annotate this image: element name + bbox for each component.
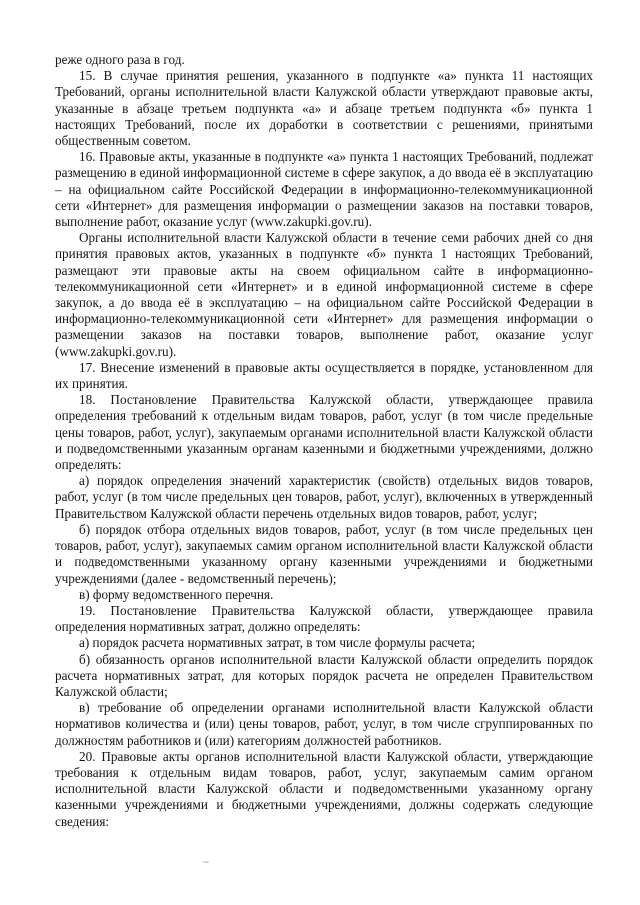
paragraph-20: 20. Правовые акты органов исполнительной власти Калужской области, утверждающие требования к отдельным видам товаров, работ, услуг, закупаемым самим органом исполнительной власти Калужской области и подведомственными указанному органу казенными учреждениями и бюджетными учреждениями, должны содержать следующие сведения: [55,748,593,829]
paragraph-18-item-b: б) порядок отбора отдельных видов товаров, работ, услуг (в том числе предельных цен товаров, работ, услуг), закупаемых самим органом исполнительной власти Калужской области и подведомственными указанному органу казенными учреждениями и бюджетными учреждениями (далее - ведомственный перечень); [55,521,593,586]
paragraph-19: 19. Постановление Правительства Калужской области, утверждающее правила определения нормативных затрат, должно определять: [55,602,593,635]
paragraph-15: 15. В случае принятия решения, указанного в подпункте «а» пункта 11 настоящих Требований, органы исполнительной власти Калужской области утверждают правовые акты, указанные в абзаце третьем подпункта «а» и абзаце третьем подпункта «б» пункта 1 настоящих Требований, после их доработки в соответствии с решениями, принятыми общественным советом. [55,68,593,149]
paragraph-18-item-a: а) порядок определения значений характеристик (свойств) отдельных видов товаров, работ, услуг (в том числе предельных цен товаров, работ, услуг), включенных в утвержденный Правительством Калужской области перечень отдельных видов товаров, работ, услуг; [55,473,593,521]
paragraph-18: 18. Постановление Правительства Калужской области, утверждающее правила определения требований к отдельным видам товаров, работ, услуг (в том числе предельные цены товаров, работ, услуг), закупаемым органами исполнительной власти Калужской области и подведомственными указанным органам казенными и бюджетными учреждениями, должно определять: [55,392,593,473]
paragraph-continuation: реже одного раза в год. [55,52,185,67]
paragraph-17: 17. Внесение изменений в правовые акты осуществляется в порядке, установленном для их принятия. [55,359,593,392]
paragraph-18-item-v: в) форму ведомственного перечня. [79,586,274,602]
scan-artifact-mark: ~ [202,858,210,868]
paragraph-19-item-b: б) обязанность органов исполнительной власти Калужской области определить порядок расчета нормативных затрат, для которых порядок расчета не определен Правительством Калужской области; [55,651,593,699]
paragraph-19-item-a: а) порядок расчета нормативных затрат, в том числе формулы расчета; [79,635,476,651]
paragraph-19-item-v: в) требование об определении органами исполнительной власти Калужской области нормативов количества и (или) цены товаров, работ, услуг, в том числе сгруппированных по должностям работников и (или) категориям должностей работников. [55,700,593,748]
paragraph-16-part-2: Органы исполнительной власти Калужской области в течение семи рабочих дней со дня принятия правовых актов, указанных в подпункте «б» пункта 1 настоящих Требований, размещают эти правовые акты на своем официальном сайте в информационно-телекоммуникационной сети «Интернет» и в единой информационной системе в сфере закупок, а до ввода её в эксплуатацию – на официальном сайте Российской Федерации в информационно-телекоммуникационной сети «Интернет» для размещения информации о размещении заказов на поставки товаров, выполнение работ, оказание услуг (www.zakupki.gov.ru). [55,230,593,359]
paragraph-16: 16. Правовые акты, указанные в подпункте «а» пункта 1 настоящих Требований, подлежат размещению в единой информационной системе в сфере закупок, а до ввода её в эксплуатацию – на официальном сайте Российской Федерации в информационно-телекоммуникационной сети «Интернет» для размещения информации о размещении заказов на поставки товаров, выполнение работ, оказание услуг (www.zakupki.gov.ru). [55,149,593,230]
document-page [55,52,593,830]
